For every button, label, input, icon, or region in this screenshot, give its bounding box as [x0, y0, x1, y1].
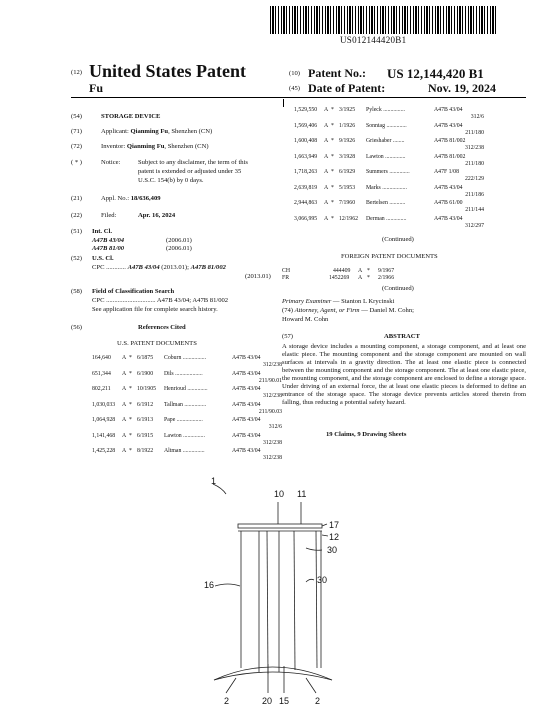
ref-name: Bertelsen ........... — [366, 200, 406, 206]
ref-star: * — [331, 138, 334, 144]
primary-examiner: Primary Examiner — Stanton L Krycinski — [282, 298, 395, 305]
ref-name: Summers .............. — [366, 169, 410, 175]
inventor-short: Fu — [89, 81, 104, 95]
ref-class: A47B 43/04 — [434, 184, 463, 191]
barcode-number: US012144420B1 — [340, 35, 407, 45]
ref-star: * — [129, 417, 132, 423]
mounting-component — [238, 524, 322, 528]
code-22: (22) — [71, 212, 82, 219]
ref-date: 6/1875 — [137, 355, 154, 361]
ref-label-11: 11 — [297, 489, 307, 499]
ref-label-15: 15 — [279, 696, 290, 706]
ref-date: 6/1915 — [137, 432, 154, 439]
ref-star: * — [129, 386, 132, 392]
ref-class: A47B 43/04 — [232, 355, 261, 361]
ref-date: 6/1900 — [137, 370, 154, 377]
leader-line — [322, 524, 327, 526]
ref-label-12: 12 — [329, 532, 340, 542]
ref-kind: A — [324, 215, 329, 222]
ref-star: * — [129, 370, 132, 377]
elastic-piece — [316, 531, 317, 668]
ref-label-2-left: 2 — [224, 696, 230, 706]
foreign-star: * — [367, 268, 370, 274]
foreign-date: 2/1966 — [378, 275, 395, 281]
ref-number: 2,944,863 — [294, 200, 318, 206]
foreign-cc: FR — [282, 275, 290, 281]
ref-class: A47B 43/04 — [232, 370, 261, 377]
ref-label-16: 16 — [204, 580, 215, 590]
us-patent-docs-label: U.S. PATENT DOCUMENTS — [117, 340, 197, 347]
elastic-piece — [294, 531, 295, 670]
ref-class: A47B 43/04 — [434, 107, 463, 113]
ref-kind: A — [122, 432, 127, 439]
ref-number: 1,425,228 — [92, 448, 116, 454]
field-search-cpc: CPC .............................. A47B 43/04; A47B 81/002 — [92, 297, 229, 304]
ref-kind: A — [324, 138, 329, 144]
notice-line-2: patent is extended or adjusted under 35 — [138, 168, 242, 175]
ref-star: * — [331, 107, 334, 113]
ref-label-30-upper: 30 — [327, 545, 338, 555]
ref-number: 1,030,033 — [92, 401, 116, 408]
leader-line — [306, 548, 322, 550]
ref-class-secondary: 312/238 — [262, 393, 282, 399]
ref-class: A47B 43/04 — [434, 122, 463, 129]
ref-star: * — [331, 122, 334, 129]
ref-star: * — [331, 215, 334, 222]
ref-kind: A — [324, 184, 329, 191]
ref-star: * — [129, 355, 132, 361]
code-52: (52) — [71, 255, 82, 262]
ref-label-1: 1 — [211, 476, 217, 486]
ref-class-secondary: 312/238 — [262, 455, 282, 461]
ref-class: A47B 61/00 — [434, 200, 463, 206]
ref-kind: A — [122, 448, 127, 454]
ref-star: * — [331, 153, 334, 160]
ref-date: 8/1922 — [137, 448, 154, 454]
field-search-label: Field of Classification Search — [92, 288, 175, 295]
ref-class-secondary: 211/90.01 — [258, 377, 282, 384]
ref-class-secondary: 211/180 — [465, 129, 484, 136]
claims-summary: 19 Claims, 9 Drawing Sheets — [326, 431, 407, 438]
ref-class: A47B 81/002 — [434, 138, 466, 144]
ref-number: 1,141,468 — [92, 432, 116, 439]
foreign-date: 9/1967 — [378, 268, 395, 274]
date-code: (45) — [289, 85, 300, 92]
ref-kind: A — [122, 417, 127, 423]
ref-class-secondary: 312/238 — [262, 362, 282, 368]
code-notice: ( * ) — [71, 159, 82, 166]
code-72: (72) — [71, 143, 82, 150]
ref-kind: A — [122, 355, 127, 361]
ref-date: 5/1953 — [339, 184, 356, 191]
ref-label-17: 17 — [329, 520, 340, 530]
code-54: (54) — [71, 113, 82, 120]
ref-kind: A — [122, 386, 127, 392]
foreign-kind: A — [358, 275, 363, 281]
ref-star: * — [129, 448, 132, 454]
ref-name: Tallman ............... — [164, 401, 207, 408]
ref-label-30-lower: 30 — [317, 575, 328, 585]
applicant: Applicant: Qianming Fu, Shenzhen (CN) — [101, 128, 213, 135]
ref-class: A47B 43/04 — [232, 432, 261, 439]
cpc-version: (2013.01) — [245, 273, 271, 280]
code-21: (21) — [71, 195, 82, 202]
ref-date: 10/1905 — [137, 386, 157, 392]
ref-class-secondary: 312/6 — [470, 114, 484, 120]
ref-class: A47B 43/04 — [232, 386, 261, 392]
foreign-continued: (Continued) — [382, 285, 414, 292]
ref-label-20: 20 — [262, 696, 273, 706]
ref-class: A47B 43/04 — [232, 417, 261, 423]
ref-number: 164,640 — [92, 355, 111, 361]
foreign-docs-label: FOREIGN PATENT DOCUMENTS — [341, 253, 438, 260]
ref-star: * — [331, 200, 334, 206]
foreign-kind: A — [358, 268, 363, 274]
ref-class: A47B 81/002 — [434, 153, 466, 160]
ref-kind: A — [324, 107, 329, 113]
ref-class-secondary: 312/238 — [262, 439, 282, 446]
foreign-cc: CH — [282, 268, 291, 274]
ref-star: * — [129, 432, 132, 439]
ref-label-2-right: 2 — [315, 696, 321, 706]
filed-label: Filed: — [101, 212, 117, 219]
ref-kind: A — [122, 370, 127, 377]
leader-line — [226, 678, 236, 693]
cpc-line: CPC ............ A47B 43/04 (2013.01); A47B 81/002 — [92, 264, 226, 271]
ref-number: 2,639,819 — [294, 184, 318, 191]
int-cl-2: A47B 81/00 — [92, 245, 125, 252]
int-cl-1-version: (2006.01) — [166, 237, 192, 244]
ref-star: * — [331, 169, 334, 175]
ref-date: 9/1926 — [339, 138, 356, 144]
storage-component — [214, 667, 332, 680]
references-cited-label: References Cited — [138, 324, 186, 331]
inventor: Inventor: Qianming Fu, Shenzhen (CN) — [101, 143, 209, 150]
code-58: (58) — [71, 288, 82, 295]
elastic-piece — [267, 531, 268, 674]
ref-date: 1/1926 — [339, 122, 356, 129]
ref-number: 3,066,995 — [294, 215, 318, 222]
ref-date: 6/1913 — [137, 417, 154, 423]
ref-number: 1,600,408 — [294, 138, 318, 144]
ref-star: * — [331, 184, 334, 191]
ref-class-secondary: 211/144 — [465, 207, 484, 213]
ref-date: 6/1912 — [137, 401, 154, 408]
ref-name: Marks ................. — [366, 184, 407, 191]
ref-date: 3/1925 — [339, 107, 356, 113]
foreign-no: 1452269 — [329, 275, 350, 281]
ref-name: Pape .................. — [164, 417, 203, 423]
notice-line-3: U.S.C. 154(b) by 0 days. — [138, 177, 204, 184]
leader-line — [215, 584, 240, 586]
code-71: (71) — [71, 128, 82, 135]
ref-name: Derman .............. — [366, 215, 407, 222]
abstract-text: A storage device includes a mounting component, a storage component, and at least one elastic piece. The mounting component and the storage component are mounted on wall surfaces at intervals in a gravity direction. The at least one elastic piece is connected between the mounting component and the storage component. The at least one elastic piece, the mounting component, and the storage component are enclosed to define a storage space. Under driving of an external force, the at least one elastic pieces is deformed to define an entrance of the storage space. The storage device prevents articles stored therein from falling, thus reducing a potential safety hazard. — [282, 343, 526, 406]
ref-class: A47B 43/04 — [232, 401, 261, 408]
patent-no-label: Patent No.: — [308, 66, 366, 80]
application-number: Appl. No.: 18/636,409 — [101, 195, 161, 202]
notice-label: Notice: — [101, 159, 121, 166]
ref-class-secondary: 312/297 — [464, 222, 484, 229]
refs-continued: (Continued) — [382, 236, 414, 243]
ref-name: Lawton ............... — [164, 432, 205, 439]
code-57: (57) — [282, 333, 293, 340]
attorney-continued: Howard M. Cohn — [282, 316, 329, 323]
abstract-label: ABSTRACT — [384, 333, 420, 340]
ref-kind: A — [122, 401, 127, 408]
ref-name: Dils ................... — [164, 370, 203, 377]
ref-name: Pyleck ............... — [366, 107, 405, 113]
header-code-12: (12) — [71, 69, 82, 76]
ref-number: 651,344 — [92, 370, 111, 377]
foreign-star: * — [367, 275, 370, 281]
ref-kind: A — [324, 169, 329, 175]
document-title: United States Patent — [89, 61, 246, 81]
notice-line-1: Subject to any disclaimer, the term of this — [138, 159, 248, 166]
ref-class: A47F 1/08 — [434, 169, 459, 175]
ref-number: 1,529,550 — [294, 107, 318, 113]
ref-date: 3/1928 — [339, 153, 356, 160]
ref-label-10: 10 — [274, 489, 285, 499]
ref-name: Lawton .............. — [366, 153, 406, 160]
leader-line — [322, 535, 328, 536]
ref-class-secondary: 312/6 — [268, 424, 282, 430]
ref-class-secondary: 211/180 — [465, 160, 484, 167]
date-of-patent: Nov. 19, 2024 — [428, 81, 497, 95]
ref-class-secondary: 312/238 — [464, 145, 484, 151]
ref-name: Sonntag .............. — [366, 122, 407, 129]
ref-number: 1,569,406 — [294, 122, 318, 129]
ref-class: A47B 43/04 — [434, 215, 463, 222]
ref-kind: A — [324, 122, 329, 129]
invention-title: STORAGE DEVICE — [101, 113, 161, 120]
ref-number: 1,064,928 — [92, 417, 116, 423]
field-search-note: See application file for complete search history. — [92, 306, 218, 313]
ref-name: Altman ............... — [164, 448, 205, 454]
attorney: (74) Attorney, Agent, or Firm — Daniel M. Cohn; — [282, 307, 414, 314]
ref-number: 1,718,263 — [294, 169, 318, 175]
ref-name: Henrioud .............. — [164, 386, 208, 392]
int-cl-2-version: (2006.01) — [166, 245, 192, 252]
ref-class-secondary: 211/90.03 — [258, 408, 282, 415]
ref-number: 802,211 — [92, 386, 111, 392]
code-51: (51) — [71, 228, 82, 235]
ref-number: 1,663,949 — [294, 153, 318, 160]
ref-class: A47B 43/04 — [232, 448, 261, 454]
code-56: (56) — [71, 324, 82, 331]
ref-name: Coburn ................ — [164, 355, 207, 361]
ref-date: 12/1962 — [339, 215, 359, 222]
date-label: Date of Patent: — [308, 81, 386, 95]
filed-date: Apr. 16, 2024 — [138, 212, 176, 219]
ref-class-secondary: 211/186 — [465, 191, 484, 198]
ref-name: Grieshaber ........ — [366, 138, 405, 144]
ref-class-secondary: 222/129 — [464, 176, 484, 182]
ref-kind: A — [324, 200, 329, 206]
int-cl-1: A47B 43/04 — [92, 237, 125, 244]
foreign-no: 444409 — [333, 268, 351, 274]
ref-date: 7/1960 — [339, 200, 356, 206]
int-cl-label: Int. Cl. — [92, 228, 112, 235]
patent-number: US 12,144,420 B1 — [387, 66, 484, 81]
leader-line — [306, 579, 314, 582]
ref-kind: A — [324, 153, 329, 160]
leader-line — [306, 678, 316, 693]
patent-no-code: (10) — [289, 70, 300, 77]
us-cl-label: U.S. Cl. — [92, 255, 114, 262]
ref-star: * — [129, 401, 132, 408]
ref-date: 6/1929 — [339, 169, 356, 175]
